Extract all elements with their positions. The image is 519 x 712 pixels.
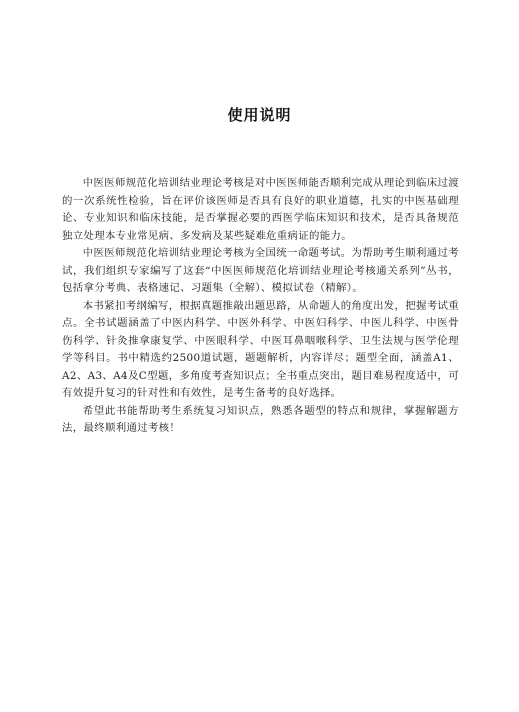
page-title: 使用说明	[227, 106, 292, 124]
paragraph-purpose: 中医医师规范化培训结业理论考核是对中医医师能否顺利完成从理论到临床过渡的一次系统性检验，旨在评价该医师是否具有良好的职业道德，扎实的中医基础理论、专业知识和临床技能，是否掌握必要的西医学临床知识和技术，是否具备规范独立处理本专业常见病、多发病及某些疑难危重病证的能力。	[62, 177, 459, 242]
body-text	[62, 175, 459, 438]
paragraph-book-content: 本书紧扣考纲编写，根据真题推敲出题思路，从命题人的角度出发，把握考试重点。全书试题涵盖了中医内科学、中医外科学、中医妇科学、中医儿科学、中医骨伤科学、针灸推拿康复学、中医眼科学、中医耳鼻咽喉科学、卫生法规与医学伦理学等科目。书中精选约2500道试题，题题解析，内容详尽；题型全面，涵盖A1、A2、A3、A4及C型题，多角度考查知识点；全书重点突出，题目难易程度适中，可有效提升复习的针对性和有效性，是考生备考的良好选择。	[62, 299, 459, 399]
paragraph-closing: 希望此书能帮助考生系统复习知识点，熟悉各题型的特点和规律，掌握解题方法，最终顺利通过考核！	[62, 404, 459, 434]
paragraph-series-intro: 中医医师规范化培训结业理论考核为全国统一命题考试。为帮助考生顺利通过考试，我们组织专家编写了这套“中医医师规范化培训结业理论考核通关系列”丛书，包括拿分考典、表格速记、习题集（全解）、模拟试卷（精解）。	[62, 247, 459, 294]
